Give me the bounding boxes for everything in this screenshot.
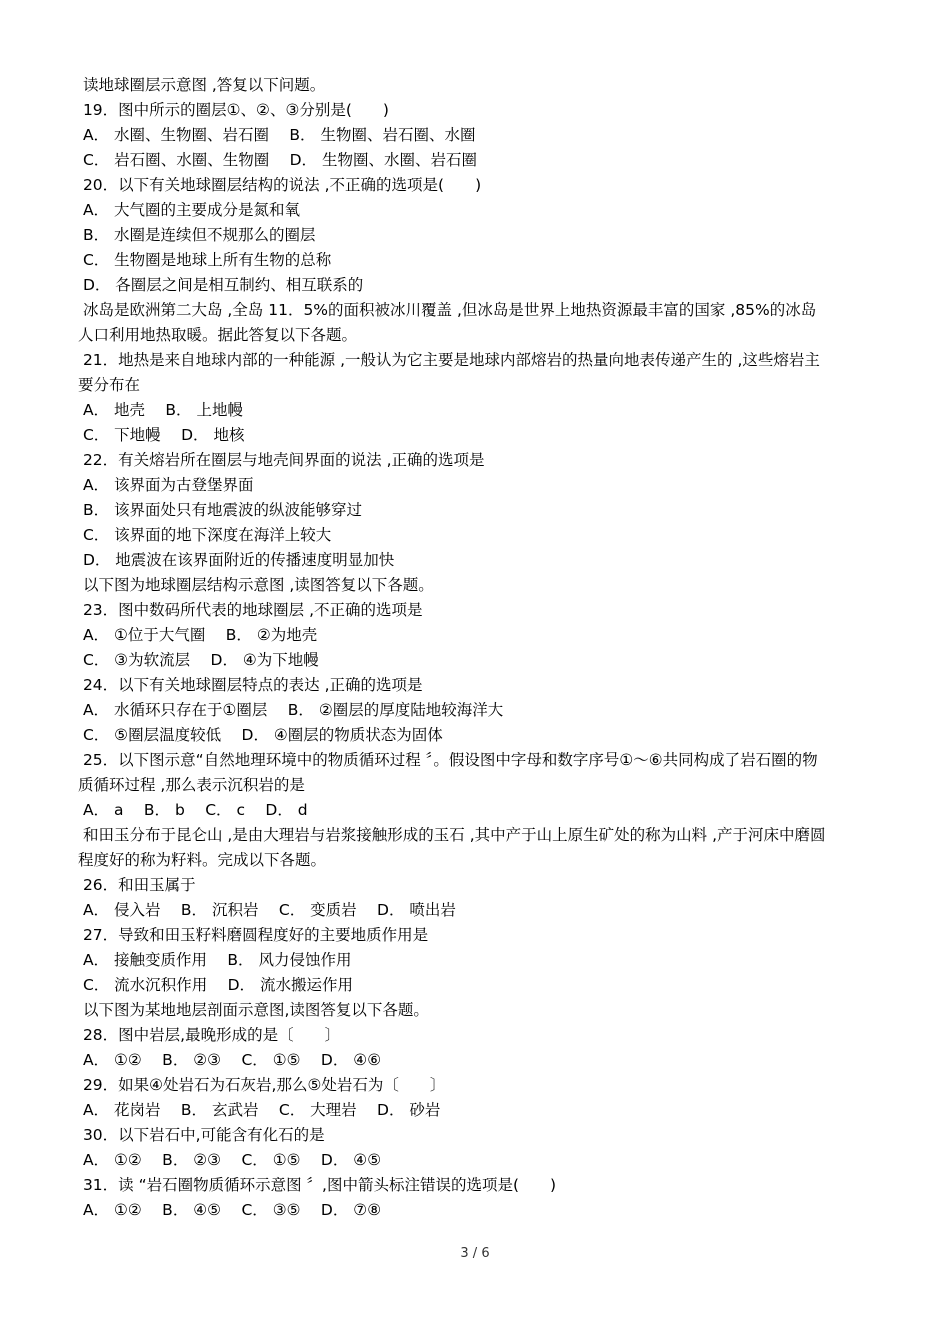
options-line: A． 接触变质作用 B． 风力侵蚀作用 bbox=[78, 951, 352, 969]
question-30: 30．以下岩石中,可能含有化石的是 bbox=[78, 1126, 325, 1144]
question-24: 24．以下有关地球圈层特点的表达 ,正确的选项是 bbox=[78, 676, 423, 694]
options-line: A． 该界面为古登堡界面 bbox=[78, 476, 254, 494]
options-line: C． 该界面的地下深度在海洋上较大 bbox=[78, 526, 332, 544]
options-line: A． 水圈、生物圈、岩石圈 B． 生物圈、岩石圈、水圈 bbox=[78, 126, 476, 144]
passage-line: 程度好的称为籽料。完成以下各题。 bbox=[78, 851, 327, 869]
question-21: 21．地热是来自地球内部的一种能源 ,一般认为它主要是地球内部熔岩的热量向地表传递产生的 ,这些熔岩主 bbox=[78, 351, 820, 369]
options-line: A． ①② B． ②③ C． ①⑤ D． ④⑤ bbox=[78, 1151, 382, 1169]
options-line: A． ①位于大气圈 B． ②为地壳 bbox=[78, 626, 318, 644]
document-body bbox=[78, 73, 888, 1223]
question-21-cont: 要分布在 bbox=[78, 376, 141, 394]
options-line: A． 大气圈的主要成分是氮和氧 bbox=[78, 201, 300, 219]
text-line: 读地球圈层示意图 ,答复以下问题。 bbox=[78, 76, 326, 94]
question-22: 22．有关熔岩所在圈层与地壳间界面的说法 ,正确的选项是 bbox=[78, 451, 485, 469]
question-29: 29．如果④处岩石为石灰岩,那么⑤处岩石为〔 〕 bbox=[78, 1076, 446, 1094]
options-line: C． 生物圈是地球上所有生物的总称 bbox=[78, 251, 332, 269]
options-line: C． 岩石圈、水圈、生物圈 D． 生物圈、水圈、岩石圈 bbox=[78, 151, 477, 169]
question-25: 25．以下图示意“自然地理环境中的物质循环过程 〞。假设图中字母和数字序号①～⑥共同构成了岩石圈的物 bbox=[78, 751, 818, 769]
options-line: C． 流水沉积作用 D． 流水搬运作用 bbox=[78, 976, 353, 994]
options-line: B． 该界面处只有地震波的纵波能够穿过 bbox=[78, 501, 362, 519]
options-line: A． 侵入岩 B． 沉积岩 C． 变质岩 D． 喷出岩 bbox=[78, 901, 456, 919]
page-number: 3 / 6 bbox=[460, 1246, 490, 1261]
options-line: C． ③为软流层 D． ④为下地幔 bbox=[78, 651, 319, 669]
question-27: 27．导致和田玉籽料磨圆程度好的主要地质作用是 bbox=[78, 926, 429, 944]
passage-line: 和田玉分布于昆仑山 ,是由大理岩与岩浆接触形成的玉石 ,其中产于山上原生矿处的称为山料 ,产于河床中磨圆 bbox=[78, 826, 826, 844]
question-20: 20．以下有关地球圈层结构的说法 ,不正确的选项是( ) bbox=[78, 176, 482, 194]
options-line: C． 下地幔 D． 地核 bbox=[78, 426, 245, 444]
passage-line: 人口利用地热取暖。据此答复以下各题。 bbox=[78, 326, 358, 344]
question-28: 28．图中岩层,最晚形成的是〔 〕 bbox=[78, 1026, 341, 1044]
question-31: 31．读 “岩石圈物质循环示意图 〞,图中箭头标注错误的选项是( ) bbox=[78, 1176, 557, 1194]
options-line: A． ①② B． ②③ C． ①⑤ D． ④⑥ bbox=[78, 1051, 382, 1069]
passage-line: 冰岛是欧洲第二大岛 ,全岛 11．5%的面积被冰川覆盖 ,但冰岛是世界上地热资源最丰富的国家 ,85%的冰岛 bbox=[78, 301, 817, 319]
options-line: D． 各圈层之间是相互制约、相互联系的 bbox=[78, 276, 364, 294]
options-line: A． ①② B． ④⑤ C． ③⑤ D． ⑦⑧ bbox=[78, 1201, 382, 1219]
question-25-cont: 质循环过程 ,那么表示沉积岩的是 bbox=[78, 776, 305, 794]
passage-line: 以下图为地球圈层结构示意图 ,读图答复以下各题。 bbox=[78, 576, 434, 594]
question-26: 26．和田玉属于 bbox=[78, 876, 196, 894]
options-line: A． 地壳 B． 上地幔 bbox=[78, 401, 243, 419]
passage-line: 以下图为某地地层剖面示意图,读图答复以下各题。 bbox=[78, 1001, 429, 1019]
options-line: A． a B． b C． c D． d bbox=[78, 801, 308, 819]
options-line: C． ⑤圈层温度较低 D． ④圈层的物质状态为固体 bbox=[78, 726, 443, 744]
options-line: D． 地震波在该界面附近的传播速度明显加快 bbox=[78, 551, 395, 569]
options-line: B． 水圈是连续但不规那么的圈层 bbox=[78, 226, 316, 244]
options-line: A． 水循环只存在于①圈层 B． ②圈层的厚度陆地较海洋大 bbox=[78, 701, 504, 719]
question-19: 19．图中所示的圈层①、②、③分别是( ) bbox=[78, 101, 389, 119]
question-23: 23．图中数码所代表的地球圈层 ,不正确的选项是 bbox=[78, 601, 423, 619]
options-line: A． 花岗岩 B． 玄武岩 C． 大理岩 D． 砂岩 bbox=[78, 1101, 441, 1119]
